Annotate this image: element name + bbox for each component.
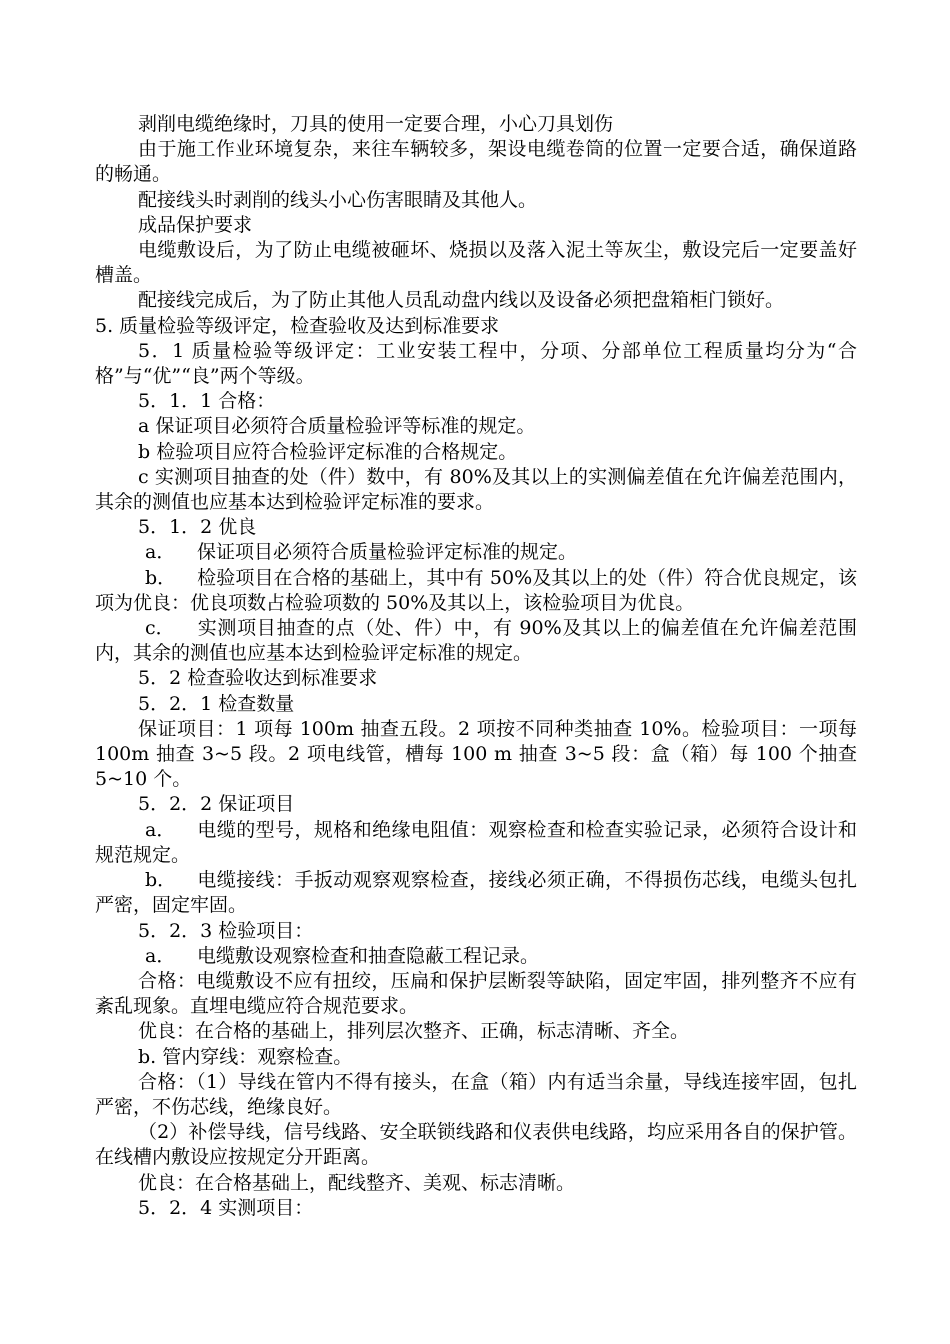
list-marker: a． [145, 541, 176, 564]
list-item: b. 管内穿线：观察检查。 [138, 1045, 353, 1068]
list-item-text: 电缆的型号，规格和绝缘电阻值：观察检查和检查实验记录，必须符合设计和规范规定。 [95, 818, 857, 866]
paragraph: 剥削电缆绝缘时，刀具的使用一定要合理，小心刀具划伤 [138, 113, 614, 135]
list-marker: b． [145, 566, 177, 589]
list-marker: b． [145, 869, 177, 892]
paragraph: 配接线完成后，为了防止其他人员乱动盘内线以及设备必须把盘箱柜门锁好。 [138, 289, 785, 312]
subsection-heading: 5．1．2 优良 [138, 516, 257, 539]
section-heading: 5. 质量检验等级评定，检查验收及达到标准要求 [95, 314, 500, 337]
list-item [95, 944, 857, 969]
subsection-heading: 5．1．1 合格： [138, 390, 276, 413]
list-marker: a． [145, 944, 176, 967]
list-item [95, 616, 857, 666]
paragraph: （2）补偿导线，信号线路、安全联锁线路和仪表供电线路，均应采用各自的保护管。在线槽内敷设应按规定分开距离。 [95, 1121, 857, 1169]
list-item-text: 电缆接线：手扳动观察观察检查，接线必须正确，不得损伤芯线，电缆头包扎严密，固定牢固。 [95, 869, 857, 917]
list-item [95, 540, 857, 565]
paragraph: 优良：在合格基础上，配线整齐、美观、标志清晰。 [138, 1171, 576, 1194]
paragraph: 5．1 质量检验等级评定：工业安装工程中，分项、分部单位工程质量均分为“合格”与“优”“良”两个等级。 [95, 339, 857, 388]
subsection-heading: 5．2．4 实测项目： [138, 1196, 314, 1219]
list-item [95, 818, 857, 868]
subsection-heading: 5．2．3 检验项目： [138, 919, 314, 942]
paragraph: 合格：电缆敷设不应有扭绞，压扁和保护层断裂等缺陷，固定牢固，排列整齐不应有紊乱现象。直埋电缆应符合规范要求。 [95, 969, 857, 1018]
list-item: c 实测项目抽查的处（件）数中，有 80%及其以上的实测偏差值在允许偏差范围内，其余的测值也应基本达到检验评定标准的要求。 [95, 465, 857, 514]
list-item-text: 检验项目在合格的基础上，其中有 50%及其以上的处（件）符合优良规定，该项为优良：优良项数占检验项数的 50%及其以上，该检验项目为优良。 [95, 566, 857, 614]
paragraph: 合格：（1）导线在管内不得有接头，在盒（箱）内有适当余量，导线连接牢固，包扎严密，不伤芯线，绝缘良好。 [95, 1070, 857, 1118]
list-item [95, 868, 857, 918]
subsection-heading: 5．2．2 保证项目 [138, 793, 295, 816]
list-item-text: 实测项目抽查的点（处、件）中，有 90%及其以上的偏差值在允许偏差范围内，其余的测值也应基本达到检验评定标准的规定。 [95, 617, 857, 665]
list-marker: a． [145, 818, 176, 841]
list-item [95, 566, 857, 616]
paragraph: 优良：在合格的基础上，排列层次整齐、正确，标志清晰、齐全。 [138, 1020, 690, 1043]
subsection-heading: 5．2．1 检查数量 [138, 692, 295, 715]
paragraph: 由于施工作业环境复杂，来往车辆较多，架设电缆卷筒的位置一定要合适，确保道路的畅通。 [95, 138, 857, 186]
paragraph: 配接线头时剥削的线头小心伤害眼睛及其他人。 [138, 188, 538, 211]
list-marker: c． [145, 617, 175, 640]
list-item-text: 保证项目必须符合质量检验评定标准的规定。 [197, 541, 578, 564]
section-heading: 成品保护要求 [138, 213, 253, 236]
list-item-text: 电缆敷设观察检查和抽查隐蔽工程记录。 [197, 944, 540, 967]
paragraph: 保证项目：1 项每 100m 抽查五段。2 项按不同种类抽查 10%。检验项目：一项每 100m 抽查 3~5 段。2 项电线管，槽每 100 m 抽查 3~5 段：盒（箱）每 100 个抽查 5~10 个。 [95, 717, 857, 791]
paragraph: 电缆敷设后，为了防止电缆被砸坏、烧损以及落入泥土等灰尘，敷设完后一定要盖好槽盖。 [95, 239, 857, 287]
document-body [95, 112, 857, 1221]
list-item: a 保证项目必须符合质量检验评等标准的规定。 [138, 415, 536, 438]
subsection-heading: 5．2 检查验收达到标准要求 [138, 667, 378, 690]
list-item: b 检验项目应符合检验评定标准的合格规定。 [138, 440, 518, 463]
